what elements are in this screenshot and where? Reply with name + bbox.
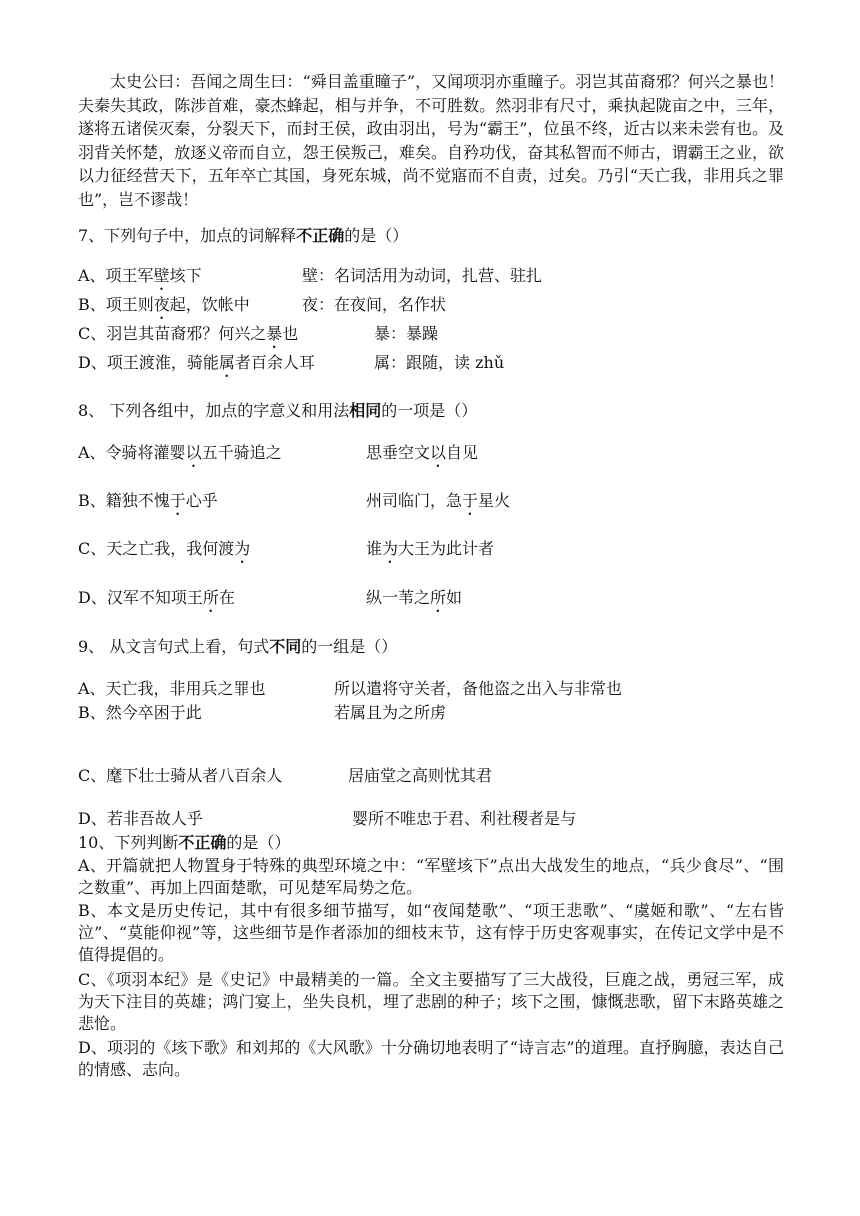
q10-option-a: A、开篇就把人物置身于特殊的典型环境之中：“军壁垓下”点出大战发生的地点，“兵少食尽”、“围之数重”、再加上四面楚歌，可见楚军局势之危。 bbox=[78, 856, 784, 897]
q7-option-a-right: 壁：名词活用为动词，扎营、驻扎 bbox=[302, 266, 543, 285]
passage-text: 太史公曰：吾闻之周生曰：“舜目盖重瞳子”，又闻项羽亦重瞳子。羽岂其苗裔邪？何兴之暴也！夫秦失其政，陈涉首难，豪杰蜂起，相与并争，不可胜数。然羽非有尺寸，乘执起陇亩之中，三年，遂将五诸侯灭秦，分裂天下，而封王侯，政由羽出，号为“霸王”，位虽不终，近古以来未尝有也。及羽背关怀楚，放逐义帝而自立，怨王侯叛己，难矣。自矜功伐，奋其私智而不师古，谓霸王之业，欲以力征经营天下，五年卒亡其国，身死东城，尚不觉寤而不自责，过矣。乃引“天亡我，非用兵之罪也”，岂不谬哉！ bbox=[78, 72, 784, 209]
q7-option-b-right: 夜：在夜间，名作状 bbox=[302, 295, 447, 314]
q8-option-a-right: 思垂空文以自见 bbox=[366, 443, 479, 462]
q9-option-c-right: 居庙堂之高则忧其君 bbox=[348, 766, 493, 785]
q7-option-d-left: D、项王渡淮，骑能属者百余人耳 bbox=[78, 353, 315, 372]
q9-option-d-right: 婴所不唯忠于君、利社稷者是与 bbox=[352, 809, 577, 828]
q9-option-b-right: 若属且为之所虏 bbox=[334, 703, 447, 722]
q9-option-d-left: D、若非吾故人乎 bbox=[78, 809, 203, 828]
q8-option-d-left: D、汉军不知项王所在 bbox=[78, 588, 235, 607]
q10-option-d: D、项羽的《垓下歌》和刘邦的《大风歌》十分确切地表明了“诗言志”的道理。直抒胸臆，表达自己的情感、志向。 bbox=[78, 1038, 784, 1079]
q9-option-b-left: B、然今卒困于此 bbox=[78, 703, 202, 722]
q8-option-b-right: 州司临门，急于星火 bbox=[366, 491, 511, 510]
q10-stem: 10、下列判断不正确的是（） bbox=[78, 833, 291, 852]
q7-option-a-left: A、项王军壁垓下 bbox=[78, 266, 202, 285]
q10-option-b: B、本文是历史传记，其中有很多细节描写，如“夜闻楚歌”、“项王悲歌”、“虞姬和歌”、“左右皆泣”、“莫能仰视”等，这些细节是作者添加的细枝末节，这有悖于历史客观事实，在传记文学中是不值得提倡的。 bbox=[78, 901, 784, 964]
q8-option-a-left: A、令骑将灌婴以五千骑追之 bbox=[78, 443, 282, 462]
q8-option-d-right: 纵一苇之所如 bbox=[366, 588, 463, 607]
q7-option-c-left: C、羽岂其苗裔邪？何兴之暴也 bbox=[78, 324, 299, 343]
q7-option-b-left: B、项王则夜起，饮帐中 bbox=[78, 295, 250, 314]
q8-stem: 8、 下列各组中，加点的字意义和用法相同的一项是（） bbox=[78, 401, 478, 420]
q7-option-d-right: 属：跟随，读 zhǔ bbox=[374, 353, 505, 372]
q8-option-c-left: C、天之亡我，我何渡为 bbox=[78, 539, 251, 558]
q9-option-a-right: 所以遣将守关者，备他盗之出入与非常也 bbox=[334, 679, 623, 698]
q9-option-a-left: A、天亡我，非用兵之罪也 bbox=[78, 679, 266, 698]
q7-stem: 7、下列句子中，加点的词解释不正确的是（） bbox=[78, 226, 409, 245]
q9-option-c-left: C、麾下壮士骑从者八百余人 bbox=[78, 766, 283, 785]
q8-option-b-left: B、籍独不愧于心乎 bbox=[78, 491, 218, 510]
q7-option-c-right: 暴：暴躁 bbox=[374, 324, 439, 343]
passage bbox=[78, 70, 784, 211]
q10-option-c: C、《项羽本纪》是《史记》中最精美的一篇。全文主要描写了三大战役，巨鹿之战，勇冠三军，成为天下注目的英雄；鸿门宴上，坐失良机，埋了悲剧的种子；垓下之围，慷慨悲歌，留下末路英雄之悲怆。 bbox=[78, 970, 784, 1033]
q8-option-c-right: 谁为大王为此计者 bbox=[366, 539, 495, 558]
q9-stem: 9、 从文言句式上看，句式不同的一组是（） bbox=[78, 637, 398, 656]
